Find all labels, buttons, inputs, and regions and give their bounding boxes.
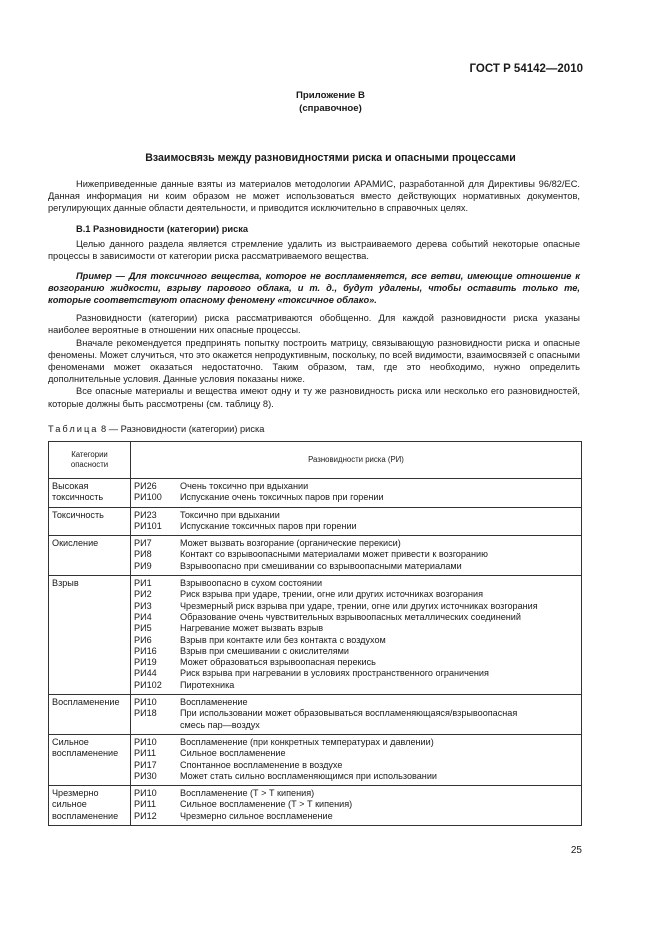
risk-codes-cell	[131, 507, 178, 536]
risk-description: Очень токсично при вдыхании	[180, 481, 309, 491]
risk-code: РИ17	[134, 759, 157, 770]
intro-paragraph	[48, 178, 580, 215]
risk-code: РИ12	[134, 810, 157, 821]
table-caption	[48, 424, 264, 434]
risk-description: Токсично при вдыхании	[180, 509, 280, 520]
risk-code: РИ101	[134, 520, 162, 531]
risk-descriptions-cell	[177, 786, 582, 826]
risk-code: РИ6	[134, 634, 152, 645]
category-cell: Высокая токсичность	[49, 479, 131, 508]
section-heading: Взаимосвязь между разновидностями риска и опасными процессами	[145, 152, 516, 164]
category-cell: Чрезмерно сильное воспламенение	[49, 786, 131, 826]
risk-code	[134, 720, 174, 731]
table-row	[49, 507, 582, 536]
category-cell: Окисление	[49, 536, 131, 576]
standard-header: ГОСТ Р 54142—2010	[469, 63, 583, 75]
risk-descriptions-cell	[177, 507, 582, 536]
header-risk: Разновидности риска (РИ)	[131, 442, 582, 479]
risk-code: РИ5	[134, 623, 152, 634]
risk-code: РИ18	[134, 708, 157, 719]
risk-description: Взрыв при смешивании с окислителями	[180, 645, 350, 656]
risk-description: Сильное воспламенение (Т > Т кипения)	[180, 799, 353, 810]
risk-description: Спонтанное воспламенение в воздухе	[180, 759, 343, 770]
risk-code: РИ16	[134, 645, 157, 656]
annex-heading	[0, 90, 661, 115]
risk-code: РИ7	[134, 538, 152, 549]
risk-description: Может вызвать возгорание (органические перекиси)	[180, 538, 401, 549]
category-cell: Взрыв	[49, 576, 131, 695]
category-cell: Токсичность	[49, 507, 131, 536]
risk-codes-cell	[131, 536, 178, 576]
table-row	[49, 734, 582, 785]
risk-codes-cell	[131, 576, 178, 695]
risk-description: При использовании может образовываться воспламеняющаяся/взрывоопасная	[180, 708, 518, 719]
risk-description: Может стать сильно воспламеняющимся при использовании	[180, 770, 437, 781]
risk-code: РИ11	[134, 799, 157, 810]
section-paragraph-3: Вначале рекомендуется предпринять попытку построить матрицу, связывающую разновидности риска и опасные феномены. Может случиться, что это окажется непродуктивным, поскольку, по всей видимости, взаимосвязей с опасными феноменами может оказаться недостаточно. Таким образом, там, где это необходимо, нужно определить дополнительные условия. Данные условия показаны ниже.	[48, 337, 580, 385]
table-row	[49, 576, 582, 695]
table-row	[49, 479, 582, 508]
risk-code: РИ3	[134, 600, 152, 611]
risk-code: РИ1	[134, 578, 152, 589]
risk-code: РИ26	[134, 481, 157, 491]
section-paragraph-2: Разновидности (категории) риска рассматриваются обобщенно. Для каждой разновидности риска указаны наиболее вероятные в отношении них опасные процессы.	[48, 313, 580, 336]
risk-description: Пиротехника	[180, 679, 235, 690]
risk-table	[48, 441, 582, 826]
risk-description: Воспламенение	[180, 697, 248, 708]
header-category: Категории опасности	[49, 442, 131, 479]
risk-code: РИ9	[134, 560, 152, 571]
risk-description: Сильное воспламенение	[180, 748, 286, 759]
risk-codes-cell	[131, 786, 178, 826]
intro-text: Нижеприведенные данные взяты из материалов методологии АРАМИС, разработанной для Директивы 96/82/ЕС. Данная информация ни коим образом не может использоваться вместо действующих нормативных документов, регулирующих данные области деятельности, и приводится исключительно в справочных целях.	[48, 179, 580, 214]
risk-description: Воспламенение (при конкретных температурах и давлении)	[180, 736, 434, 747]
table-body	[49, 479, 582, 826]
risk-description: Взрывоопасно при смешивании со взрывоопасными материалами	[180, 560, 462, 571]
risk-code: РИ30	[134, 770, 157, 781]
risk-description: Взрывоопасно в сухом состоянии	[180, 578, 323, 589]
table-caption-word: Таблица	[48, 424, 99, 434]
table-row	[49, 695, 582, 735]
category-cell: Сильное воспламенение	[49, 734, 131, 785]
risk-description: Нагревание может вызвать взрыв	[180, 623, 324, 634]
section-b1	[48, 223, 580, 410]
category-cell: Воспламенение	[49, 695, 131, 735]
risk-code: РИ2	[134, 589, 152, 600]
risk-codes-cell	[131, 695, 178, 735]
risk-code: РИ102	[134, 679, 162, 690]
section-paragraph-4: Все опасные материалы и вещества имеют одну и ту же разновидность риска или несколько его разновидностей, которые должны быть рассмотрены (см. таблицу 8).	[48, 386, 580, 409]
risk-description: Чрезмерно сильное воспламенение	[180, 810, 333, 821]
risk-description: Испускание токсичных паров при горении	[180, 520, 357, 531]
risk-description: Риск взрыва при ударе, трении, огне или других источниках возгорания	[180, 589, 483, 600]
section-title: В.1 Разновидности (категории) риска	[76, 224, 249, 234]
risk-description: смесь пар—воздух	[180, 719, 260, 730]
risk-descriptions-cell	[177, 536, 582, 576]
page-number: 25	[570, 845, 582, 856]
risk-codes-cell	[131, 479, 178, 508]
table-row	[49, 536, 582, 576]
risk-code: РИ10	[134, 788, 157, 799]
risk-description: Контакт со взрывоопасными материалами может привести к возгоранию	[180, 549, 488, 560]
risk-code: РИ100	[134, 492, 162, 503]
risk-descriptions-cell	[177, 734, 582, 785]
section-paragraph-1: Целью данного раздела является стремление удалить из выстраиваемого дерева событий некоторые опасные процессы в зависимости от категории риска рассматриваемого вещества.	[48, 239, 580, 262]
annex-title: Приложение В	[296, 90, 365, 101]
risk-code: РИ10	[134, 736, 157, 747]
risk-description: Чрезмерный риск взрыва при ударе, трении, огне или других источниках возгорания	[180, 600, 538, 611]
risk-description: Взрыв при контакте или без контакта с воздухом	[180, 634, 386, 645]
example-paragraph: Пример — Для токсичного вещества, которое не воспламеняется, все ветви, имеющие отношение к возгоранию жидкости, взрыву парового облака, и т. д., будут удалены, чтобы оставить только те, которые соответствуют опасному феномену «токсичное облако».	[48, 270, 580, 306]
risk-code: РИ19	[134, 657, 157, 668]
table-caption-text: 8 — Разновидности (категории) риска	[101, 424, 265, 434]
risk-code: РИ11	[134, 748, 157, 759]
risk-descriptions-cell	[177, 479, 582, 508]
risk-codes-cell	[131, 734, 178, 785]
risk-code: РИ23	[134, 509, 157, 520]
risk-code: РИ44	[134, 668, 157, 679]
risk-description: Образование очень чувствительных взрывоопасных металлических соединений	[180, 611, 521, 622]
risk-description: Воспламенение (Т > Т кипения)	[180, 788, 315, 799]
risk-descriptions-cell	[177, 695, 582, 735]
risk-description: Риск взрыва при нагревании в условиях пространственного ограничения	[180, 668, 489, 679]
risk-code: РИ8	[134, 549, 152, 560]
risk-description: Может образоваться взрывоопасная перекись	[180, 657, 376, 668]
risk-description: Испускание очень токсичных паров при горении	[180, 492, 384, 503]
table-header-row	[49, 442, 582, 479]
risk-descriptions-cell	[177, 576, 582, 695]
annex-subtitle: (справочное)	[299, 102, 362, 114]
table-row	[49, 786, 582, 826]
risk-code: РИ4	[134, 611, 152, 622]
risk-code: РИ10	[134, 697, 157, 708]
